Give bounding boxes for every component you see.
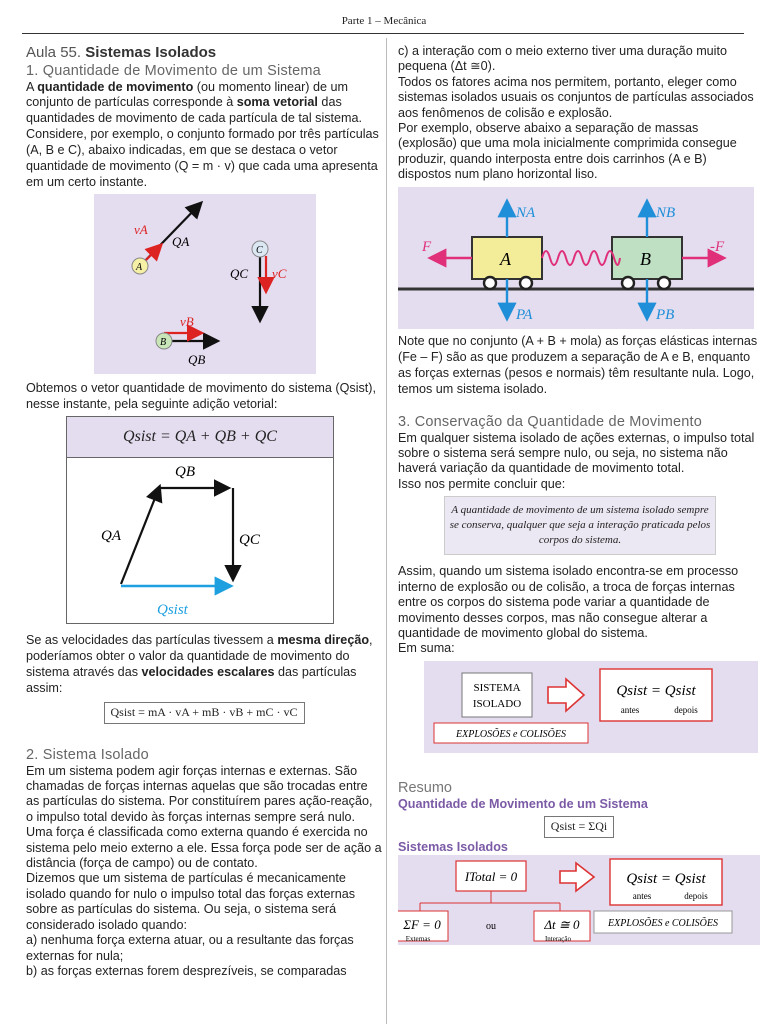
svg-text:Qsist = Qsist: Qsist = Qsist xyxy=(626,870,706,887)
right-column xyxy=(398,44,760,945)
spring xyxy=(542,251,620,265)
conservation-quote: A quantidade de movimento de um sistema isolado sempre se conserva, qualquer que seja a interação praticada pelos corpos do sistema. xyxy=(444,496,716,555)
section-2-paragraph-2: Uma força é classificada como externa quando é exercida no sistema pelo meio externo a ele. Essa força pode ser de ação a distância (força de campo) ou de contato. xyxy=(26,825,382,871)
section-2-paragraph-1: Em um sistema podem agir forças internas e externas. São chamadas de forças internas aquelas que são trocadas entre as partículas do sistema. Por constituírem pares ação-reação, o impulso total devido às forças internas sempre será nulo. xyxy=(26,763,373,824)
right-paragraph-2: Por exemplo, observe abaixo a separação de massas (explosão) que uma mola inicialmente comprimida consegue produzir, quando interposta entre dois carrinhos (A e B) dispostos num plano horizontal liso. xyxy=(398,121,737,182)
header-rule xyxy=(22,33,744,34)
summary-diagram xyxy=(424,661,758,753)
resumo-formula-1: Qsist = ΣQi xyxy=(544,816,614,837)
svg-text:ΣF = 0: ΣF = 0 xyxy=(403,916,441,932)
svg-text:EXPLOSÕES e COLISÕES: EXPLOSÕES e COLISÕES xyxy=(608,917,718,929)
svg-text:QA: QA xyxy=(101,528,121,545)
section-1-paragraph-4: Se as velocidades das partículas tivessem a mesma direção, poderíamos obter o valor da quantidade de movimento do sistema através das velocidades escalares das partículas assim: xyxy=(26,633,373,696)
section-1-title: 1. Quantidade de Movimento de um Sistema xyxy=(26,63,321,79)
particles-figure xyxy=(94,194,316,374)
vector-sum-diagram xyxy=(67,458,333,622)
conservation-quote-wrap xyxy=(398,492,760,564)
svg-text:Interação: Interação xyxy=(544,934,572,943)
right-paragraph-3: Note que no conjunto (A + B + mola) as forças elásticas internas (Fe – F) são as que produzem a separação de A e B, enquanto as forças externas (pesos e normais) têm resultante nula. Logo, temos um sistema isolado. xyxy=(398,333,758,396)
svg-text:vA: vA xyxy=(134,222,148,238)
vsum-qa xyxy=(121,488,159,584)
vector-sum-equation: Qsist = QA + QB + QC xyxy=(67,417,333,458)
item-c: c) a interação com o meio externo tiver uma duração muito pequena (Δt ≅0). xyxy=(398,44,727,74)
section-3-paragraph-3: Assim, quando um sistema isolado encontra-se em processo interno de explosão ou de colisão, a troca de forças internas entre os corpos do sistema pode variar a quantidade de movimento desses corpos, mas não consegue alterar a quantidade de movimento global do sistema. xyxy=(398,564,739,640)
carts-diagram xyxy=(398,187,754,329)
svg-text:EXPLOSÕES e COLISÕES: EXPLOSÕES e COLISÕES xyxy=(456,728,566,740)
svg-text:QB: QB xyxy=(175,464,195,481)
scalar-formula: Qsist = mA · vA + mB · vB + mC · vC xyxy=(104,702,305,723)
svg-text:Qsist: Qsist xyxy=(157,602,188,619)
svg-text:depois: depois xyxy=(684,890,708,901)
section-1-paragraph-1: A quantidade de movimento (ou momento linear) de um conjunto de partículas corresponde à soma vetorial das quantidades de movimento de cada partícula de tal sistema. xyxy=(26,80,363,125)
section-3-paragraph-2: Isso nos permite concluir que: xyxy=(398,476,566,491)
resumo-diagram xyxy=(398,855,760,945)
svg-text:NB: NB xyxy=(656,204,676,221)
section-1-paragraph-3: Obtemos o vetor quantidade de movimento do sistema (Qsist), nesse instante, pela seguinte adição vetorial: xyxy=(26,381,376,412)
svg-text:depois: depois xyxy=(674,704,698,715)
resumo-subtitle-1: Quantidade de Movimento de um Sistema xyxy=(398,796,648,811)
svg-text:A: A xyxy=(136,262,143,274)
svg-text:QC: QC xyxy=(239,532,260,549)
svg-text:-F: -F xyxy=(710,238,725,255)
svg-text:ISOLADO: ISOLADO xyxy=(472,697,522,710)
section-3-paragraph-1: Em qualquer sistema isolado de ações externas, o impulso total sobre o sistema será sempre nulo, ou seja, no sistema não haverá variação da quantidade de movimento total. xyxy=(398,430,755,476)
summary-arrow xyxy=(548,679,584,711)
resumo-formula-wrap xyxy=(398,816,760,837)
section-2-item-a: a) nenhuma força externa atuar, ou a resultante das forças externas for nula; xyxy=(26,933,354,963)
svg-text:vC: vC xyxy=(272,266,287,282)
svg-text:Δt ≅ 0: Δt ≅ 0 xyxy=(544,916,580,932)
svg-text:B: B xyxy=(640,248,651,269)
svg-text:ou: ou xyxy=(486,920,496,932)
resumo-title: Resumo xyxy=(398,779,452,796)
section-3-paragraph-4: Em suma: xyxy=(398,641,455,656)
particles-diagram xyxy=(94,194,316,374)
resumo-subtitle-2: Sistemas Isolados xyxy=(398,839,508,854)
section-2-title: 2. Sistema Isolado xyxy=(26,746,149,763)
svg-text:ITotal = 0: ITotal = 0 xyxy=(464,868,518,884)
left-column xyxy=(26,44,382,979)
svg-text:QA: QA xyxy=(172,234,190,250)
lesson-title: Aula 55. Sistemas Isolados xyxy=(26,44,217,61)
resumo-figure xyxy=(398,855,760,945)
section-2-paragraph-3: Dizemos que um sistema de partículas é mecanicamente isolado quando for nulo o impulso total das forças externas sobre as partículas do sistema. Ou seja, o sistema será considerado isolado quando: xyxy=(26,871,356,932)
svg-text:F: F xyxy=(422,238,432,255)
svg-text:QC: QC xyxy=(230,266,249,282)
section-3-title: 3. Conservação da Quantidade de Movimento xyxy=(398,413,703,430)
section-2-item-b: b) as forças externas forem desprezíveis, se comparadas xyxy=(26,963,347,978)
svg-text:PA: PA xyxy=(516,306,533,323)
svg-text:B: B xyxy=(160,337,167,349)
svg-text:A: A xyxy=(500,248,511,269)
svg-text:vB: vB xyxy=(180,314,194,330)
svg-text:SISTEMA: SISTEMA xyxy=(473,681,521,694)
carts-figure xyxy=(398,187,754,329)
scalar-formula-wrap xyxy=(26,702,382,723)
svg-text:NA: NA xyxy=(516,204,536,221)
svg-text:antes: antes xyxy=(632,890,652,901)
svg-text:C: C xyxy=(256,245,263,257)
summary-figure xyxy=(424,661,758,753)
svg-text:QB: QB xyxy=(188,352,206,368)
right-paragraph-1: Todos os fatores acima nos permitem, portanto, eleger como sistemas isolados usuais os conjuntos de partículas associados aos fenômenos de colisão e explosão. xyxy=(398,74,754,120)
section-1-paragraph-2: Considere, por exemplo, o conjunto formado por três partículas (A, B e C), abaixo indicadas, em que se destaca o vetor quantidade de movimento (Q = m · v) que cada uma apresenta em um certo instante. xyxy=(26,127,379,190)
svg-text:antes: antes xyxy=(620,704,640,715)
svg-text:Externas: Externas xyxy=(405,934,431,943)
resumo-arrow xyxy=(560,863,594,891)
column-divider xyxy=(386,38,387,1024)
running-header: Parte 1 – Mecânica xyxy=(341,15,427,27)
svg-text:Qsist = Qsist: Qsist = Qsist xyxy=(616,682,696,699)
svg-text:PB: PB xyxy=(656,306,675,323)
vector-sum-figure xyxy=(66,416,334,624)
